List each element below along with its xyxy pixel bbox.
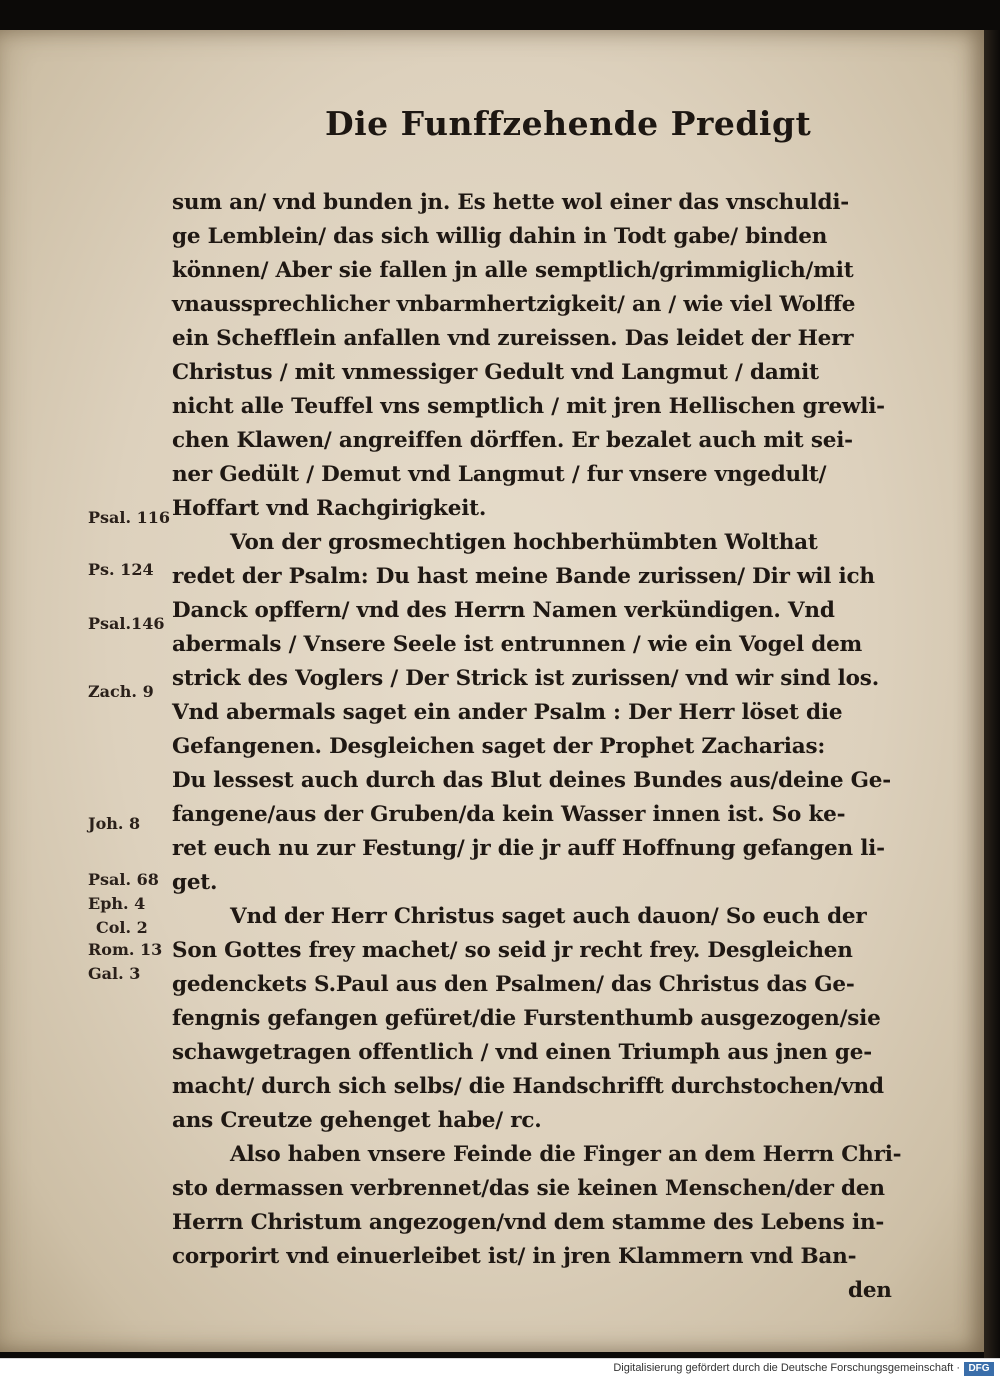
text-line: sto dermassen verbrennet/das sie keinen Menschen/der den — [172, 1176, 885, 1201]
dfg-logo-icon[interactable]: DFG — [964, 1362, 994, 1376]
margin-note: Ps. 124 — [88, 560, 154, 579]
book-page — [0, 30, 984, 1352]
text-line: redet der Psalm: Du hast meine Bande zurissen/ Dir wil ich — [172, 564, 875, 589]
text-line: Vnd der Herr Christus saget auch dauon/ So euch der — [230, 904, 867, 929]
text-line: können/ Aber sie fallen jn alle semptlich/grimmiglich/mit — [172, 258, 854, 283]
text-line: schawgetragen offentlich / vnd einen Triumph aus jnen ge- — [172, 1040, 872, 1065]
text-line: Du lessest auch durch das Blut deines Bundes aus/deine Ge- — [172, 768, 892, 793]
text-line: ans Creutze gehenget habe/ rc. — [172, 1108, 542, 1133]
text-line: Christus / mit vnmessiger Gedult vnd Langmut / damit — [172, 360, 819, 385]
text-line: Son Gottes frey machet/ so seid jr recht frey. Desgleichen — [172, 938, 853, 963]
margin-note: Joh. 8 — [88, 814, 141, 833]
funding-credit: Digitalisierung gefördert durch die Deutsche Forschungsgemeinschaft · — [613, 1362, 960, 1374]
text-line: macht/ durch sich selbs/ die Handschrifft durchstochen/vnd — [172, 1074, 884, 1099]
text-line: ein Schefflein anfallen vnd zureissen. Das leidet der Herr — [172, 326, 854, 351]
margin-note: Psal. 68 — [88, 870, 159, 889]
text-line: strick des Voglers / Der Strick ist zurissen/ vnd wir sind los. — [172, 666, 879, 691]
text-line: ge Lemblein/ das sich willig dahin in Todt gabe/ binden — [172, 224, 828, 249]
margin-note: Col. 2 — [96, 918, 148, 937]
text-line: chen Klawen/ angreiffen dörffen. Er bezalet auch mit sei- — [172, 428, 853, 453]
margin-note: Psal.146 — [88, 614, 165, 633]
text-line: abermals / Vnsere Seele ist entrunnen / wie ein Vogel dem — [172, 632, 863, 657]
text-line: fengnis gefangen gefüret/die Furstenthumb ausgezogen/sie — [172, 1006, 881, 1031]
margin-note: Eph. 4 — [88, 894, 146, 913]
text-line: ret euch nu zur Festung/ jr die jr auff Hoffnung gefangen li- — [172, 836, 885, 861]
text-line: vnaussprechlicher vnbarmhertzigkeit/ an / wie viel Wolffe — [172, 292, 856, 317]
text-line: Vnd abermals saget ein ander Psalm : Der Herr löset die — [172, 700, 843, 725]
text-line: Von der grosmechtigen hochberhümbten Wolthat — [230, 530, 818, 555]
margin-note: Rom. 13 — [88, 940, 163, 959]
margin-note: Gal. 3 — [88, 964, 141, 983]
footer-bar — [0, 1358, 1000, 1380]
text-line: corporirt vnd einuerleibet ist/ in jren Klammern vnd Ban- — [172, 1244, 857, 1269]
text-line: get. — [172, 870, 218, 895]
margin-note: Psal. 116 — [88, 508, 171, 527]
page-edge-shadow — [984, 30, 1000, 1358]
text-line: Herrn Christum angezogen/vnd dem stamme des Lebens in- — [172, 1210, 885, 1235]
margin-note: Zach. 9 — [88, 682, 154, 701]
catchword: den — [848, 1278, 892, 1303]
text-line: Gefangenen. Desgleichen saget der Prophet Zacharias: — [172, 734, 826, 759]
page-heading: Die Funffzehende Predigt — [325, 104, 812, 143]
text-line: fangene/aus der Gruben/da kein Wasser innen ist. So ke- — [172, 802, 846, 827]
text-line: nicht alle Teuffel vns semptlich / mit jren Hellischen grewli- — [172, 394, 885, 419]
text-line: Hoffart vnd Rachgirigkeit. — [172, 496, 487, 521]
text-line: gedenckets S.Paul aus den Psalmen/ das Christus das Ge- — [172, 972, 855, 997]
text-line: Also haben vnsere Feinde die Finger an dem Herrn Chri- — [230, 1142, 902, 1167]
text-line: sum an/ vnd bunden jn. Es hette wol einer das vnschuldi- — [172, 190, 850, 215]
text-line: Danck opffern/ vnd des Herrn Namen verkündigen. Vnd — [172, 598, 835, 623]
text-line: ner Gedült / Demut vnd Langmut / fur vnsere vngedult/ — [172, 462, 827, 487]
